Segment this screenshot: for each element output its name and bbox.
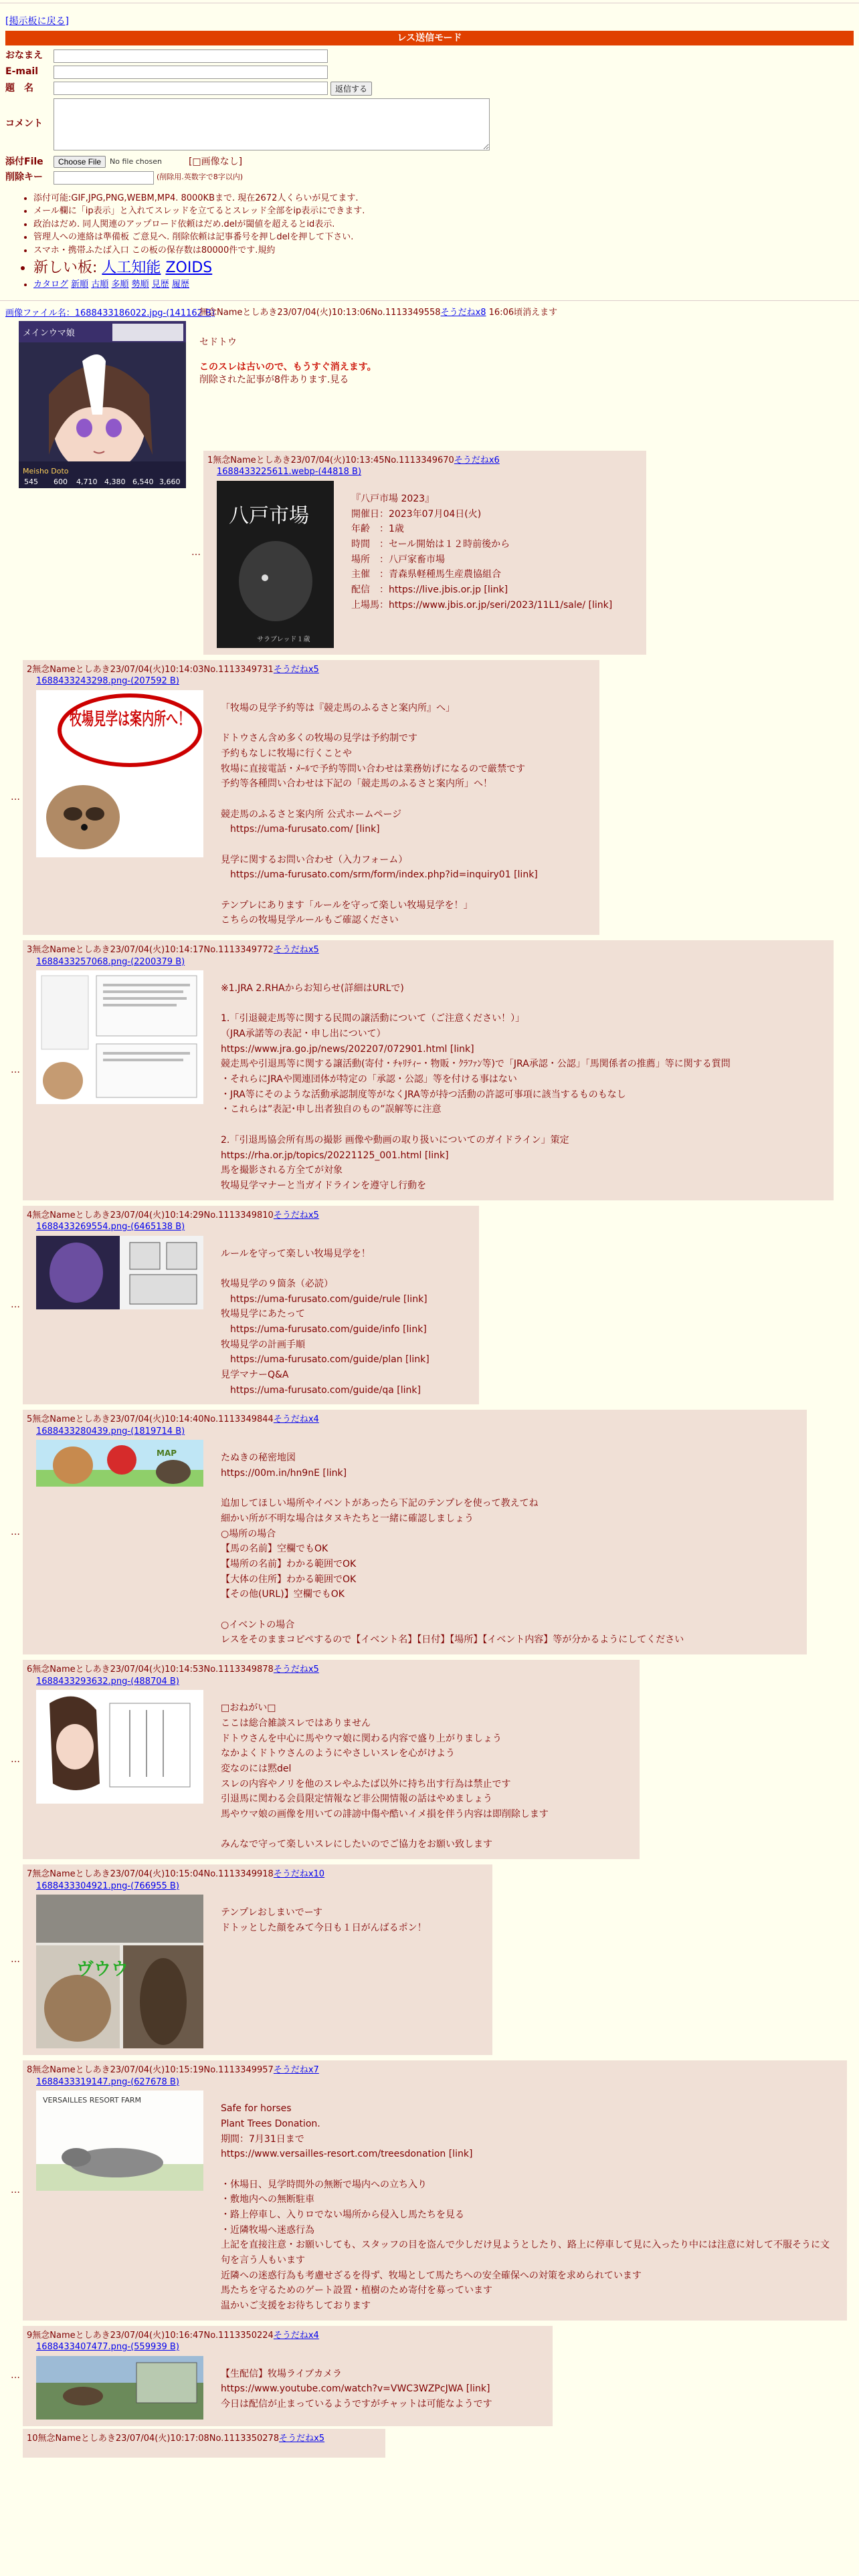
op-thumb-stat: 6,540 (132, 477, 154, 486)
name-label: おなまえ (5, 50, 43, 62)
delkey-note: (削除用.英数字で8字以内) (157, 173, 244, 182)
nav-old[interactable]: 古順 (91, 280, 109, 290)
expire-warning: このスレは古いので、もうすぐ消えます。 (199, 361, 377, 372)
reply-marker: … (191, 546, 201, 558)
reply-thumbnail[interactable] (36, 970, 203, 1104)
reply-post (5, 1864, 854, 2055)
comment-label: コメント (5, 118, 43, 130)
new-boards (33, 258, 854, 278)
nav-new[interactable]: 新順 (71, 280, 89, 290)
sodane-link[interactable]: そうだねx4 (273, 1414, 319, 1425)
thumb-brand: VERSAILLES RESORT FARM (43, 2096, 142, 2105)
email-label: E-mail (5, 66, 39, 78)
subject-label: 題 名 (5, 82, 33, 94)
op-thumb-name: Meisho Doto (23, 466, 69, 475)
op-thumbnail[interactable] (19, 321, 186, 488)
new-boards-prefix: 新しい板: (33, 259, 98, 276)
reply-marker: … (11, 1753, 20, 1765)
reply-file[interactable]: 1688433269554.png-(6465138 B) (36, 1222, 185, 1232)
reply-file[interactable]: 1688433225611.webp-(44818 B) (217, 467, 362, 477)
reply-text: たぬきの秘密地図 https://00m.in/hn9nE [link] 追加してほしい場所やイベントがあったら下記のテンプレを使って教えてね 細かい所が不明な場合はタヌキたちと一緒に確認しましょう ○場所の場合 【馬の名前】空欄でもOK 【場所の名前】わかる範囲でOK 【大体の住所】わかる範囲でOK 【その他(URL)】空欄でもOK ○イベントの場合 レスをそのままコピペするので【イベント名】【日付】【場所】【イベント内容】等が分かるようにしてください (221, 1453, 684, 1646)
divider (0, 300, 859, 301)
op-file-line[interactable]: 画像ファイル名：1688433186022.jpg-(141162 B) (5, 308, 215, 318)
reply-text: 【生配信】牧場ライブカメラ https://www.youtube.com/watch?v=VWC3WZPcJWA [link] 今日は配信が止まっているようですがチャットは可能なようです (221, 2368, 492, 2409)
board-notes (5, 193, 854, 291)
reply-thumbnail[interactable] (36, 1690, 203, 1804)
reply-header: 4無念Nameとしあき23/07/04(火)10:14:29No.1113349810そうだねx5 (27, 1210, 319, 1220)
nav-catalog[interactable]: カタログ (33, 280, 69, 290)
reply-file[interactable]: 1688433407477.png-(559939 B) (36, 2342, 179, 2353)
reply-text: 『八戸市場 2023』 開催日：2023年07月04日(火) 年齢 ：1歳 時間 ：セール開始は１２時前後から 場所 ：八戸家畜市場 主催 ：青森県軽種馬生産農協組合 配信 ：https://live.jbis.or.jp [link] 上場馬：https://www.jbis.or.jp/seri/2023/11L1/sale/ [link] (351, 493, 613, 611)
thumb-bubble: 牧場見学は案内所へ！ (70, 709, 244, 730)
reply-marker (5, 2429, 23, 2458)
deleted-note[interactable]: 削除された記事が8件あります.見る (199, 374, 349, 385)
op-thumb-stat: 4,710 (76, 477, 98, 486)
reply-text: ルールを守って楽しい牧場見学を！ 牧場見学の９箇条（必読） https://uma-furusato.com/guide/rule [link] 牧場見学にあたって https://uma-furusato.com/guide/info [link] 牧場見学の計画手順 https://uma-furusato.com/guide/plan [link] 見学マナーQ&A https://uma-furusato.com/guide/qa [link] (221, 1248, 430, 1396)
reply-header: 8無念Nameとしあき23/07/04(火)10:15:19No.1113349957そうだねx7 (27, 2065, 319, 2076)
nav-viewed[interactable]: 見歴 (151, 280, 169, 290)
reply-marker: … (11, 1064, 20, 1075)
op-thumb-stat: 600 (54, 477, 68, 486)
reply-file[interactable]: 1688433293632.png-(488704 B) (36, 1676, 179, 1687)
reply-header: 3無念Nameとしあき23/07/04(火)10:14:17No.1113349772そうだねx5 (27, 945, 319, 956)
reply-header: 6無念Nameとしあき23/07/04(火)10:14:53No.1113349878そうだねx5 (27, 1665, 319, 1675)
reply-text: □おねがい□ ここは総合雑談スレではありません ドトウさんを中心に馬やウマ娘に関わる内容で盛り上がりましょう なかよくドトウさんのようにやさしいスレを心がけよう 変なのには黙del スレの内容やノリを他のスレやふたば以外に持ち出す行為は禁止です 引退馬に関わる会員限定情報など非公開情報の話はやめましょう 馬やウマ娘の画像を用いての誹謗中傷や酷いイメ損を伴う内容は即削除します みんなで守って楽しいスレにしたいのでご協力をお願い致します (221, 1703, 549, 1850)
reply-header: 9無念Nameとしあき23/07/04(火)10:16:47No.1113350224そうだねx4 (27, 2330, 319, 2341)
reply-header: 1無念Nameとしあき23/07/04(火)10:13:45No.1113349670そうだねx6 (207, 455, 500, 465)
email-input[interactable] (54, 66, 328, 79)
reply-post (5, 1206, 854, 1405)
reply-header: 7無念Nameとしあき23/07/04(火)10:15:04No.1113349918そうだねx10 (27, 1868, 325, 1879)
reply-text: Safe for horses Plant Trees Donation. 期間：7月31日まで https://www.versailles-resort.com/treesdonation [link] ・休場日、見学時間外の無断で場内への立ち入り ・敷地内への無断駐車 ・路上停車し、入りロでない場所から侵入し馬たちを見る ・近隣牧場へ迷惑行為 上記を直接注意・お願いしても、スタッフの目を盗んで少しだけ見ようとしたり、路上に停車して見に入ったり中には注意に対して不服そうに文句を言う人もいます 近隣への迷惑行為も考慮せざるを得ず、牧場として馬たちへの安全確保への対策を求められています 馬たちを守るためのゲート設置・植樹のため寄付を募っています 温かいご支援をお待ちしております (221, 2103, 830, 2311)
reply-file[interactable]: 1688433257068.png-(2200379 B) (36, 956, 185, 967)
sodane-link[interactable]: そうだねx6 (454, 455, 500, 465)
reply-file[interactable]: 1688433280439.png-(1819714 B) (36, 1426, 185, 1436)
sodane-link[interactable]: そうだねx7 (273, 2065, 319, 2076)
thumb-sub: サラブレッド１歳 (257, 635, 310, 643)
reply-file[interactable]: 1688433319147.png-(627678 B) (36, 2076, 179, 2087)
op-thumb-stat: 4,380 (104, 477, 126, 486)
comment-textarea[interactable] (54, 98, 490, 150)
file-status: No file chosen (110, 156, 162, 166)
board-link-zoids[interactable]: ZOIDS (165, 259, 213, 276)
reply-post (5, 940, 854, 1200)
reply-post (5, 660, 854, 935)
reply-thumbnail[interactable] (36, 1236, 203, 1309)
reply-file[interactable]: 1688433243298.png-(207592 B) (36, 676, 179, 687)
op-thumb-label: メインウマ娘 (23, 328, 75, 338)
op-thumb-stat: 3,660 (159, 477, 181, 486)
sodane-link[interactable]: そうだねx5 (273, 945, 319, 956)
sodane-link[interactable]: そうだねx4 (273, 2330, 319, 2341)
reply-marker: … (11, 1526, 20, 1537)
reply-header: 2無念Nameとしあき23/07/04(火)10:14:03No.1113349731そうだねx5 (27, 664, 319, 675)
reply-thumbnail[interactable] (36, 1440, 203, 1487)
choose-file-button[interactable]: Choose File (54, 156, 106, 168)
sodane-link[interactable]: そうだねx5 (273, 664, 319, 675)
post-form (5, 49, 854, 185)
nav-many[interactable]: 多順 (111, 280, 129, 290)
op-body: セドトウ (199, 336, 237, 348)
reply-post (5, 2060, 854, 2321)
thumb-text: ヴウウ (76, 1959, 129, 1980)
note-item: • 政治はだめ. 同人関連のアップロード依頼はだめ.delが閾値を超えるとid表示. (33, 219, 854, 231)
sodane-link[interactable]: そうだねx8 (440, 308, 486, 318)
reply-post (5, 2429, 854, 2458)
reply-text: 「牧場の見学予約等は『競走馬のふるさと案内所』へ」 ドトウさん含め多くの牧場の見学は予約制です 予約もなしに牧場に行くことや 牧場に直接電話・ﾒｰﾙで予約等問い合わせは業務妨げになるので厳禁です 予約等各種問い合わせは下記の「競走馬のふるさと案内所」へ！ 競走馬のふるさと案内所 公式ホームページ https://uma-furusato.com/ [link] 見学に関するお問い合わせ（入力フォーム） https://uma-furusato.com/srm/form/index.php?id=inquiry01 [link] テンプレにあります「ルールを守って楽しい牧場見学を！」 こちらの牧場見学ルールもご確認ください (221, 702, 538, 926)
note-item: • メール欄に「ip表示」と入れてスレッドを立てるとスレッド全部をip表示にできます. (33, 205, 854, 217)
reply-text: ※1.JRA 2.RHAからお知らせ(詳細はURLで) 1.「引退競走馬等に関する民間の譲活動について（ご注意ください！）」 （JRA承諾等の表記・申し出について） https://www.jra.go.jp/news/202207/072901.html [link] 競走馬や引退馬等に関する譲活動(寄付・ﾁｬﾘﾃｨｰ・物販・ｸﾗﾌｧﾝ等)で「JRA承認・公認」「馬関係者の推薦」等に関する質問 ・それらにJRAや関連団体が特定の「承認・公認」等を付ける事はない ・JRA等にそのような活動承認制度等がなくJRA等が持つ活動の許認可事項に該当するものもなし ・これらは”表記･申し出者独自のもの”誤解等に注意 2.「引退馬協会所有馬の撮影 画像や動画の取り扱いについてのガイドライン」策定 https://rha.or.jp/topics/20221125_001.html [link] 馬を撮影される方全てが対象 牧場見学マナーと当ガイドラインを遵守し行動を (221, 983, 731, 1191)
sodane-link[interactable]: そうだねx5 (273, 1210, 319, 1220)
reply-thumbnail[interactable] (36, 1895, 203, 2048)
note-item: • 管理人への連絡は準備板 ご意見へ. 削除依頼は記事番号を押しdelを押して下さい. (33, 231, 854, 243)
sodane-link[interactable]: そうだねx10 (273, 1868, 325, 1879)
reply-header: 10無念Nameとしあき23/07/04(火)10:17:08No.1113350278そうだねx5 (27, 2433, 325, 2444)
delkey-label: 削除キー (5, 172, 43, 183)
file-label: 添付File (5, 156, 43, 167)
reply-thumbnail[interactable] (217, 481, 334, 648)
reply-post (5, 1410, 854, 1654)
reply-mode-bar: レス送信モード (5, 31, 854, 45)
reply-post (186, 451, 854, 655)
nav-history[interactable]: 履歴 (171, 280, 189, 290)
reply-marker: … (11, 791, 20, 802)
reply-marker: … (11, 2184, 20, 2195)
sodane-link[interactable]: そうだねx5 (279, 2433, 325, 2444)
submit-button[interactable]: 返信する (330, 82, 372, 96)
nav-momentum[interactable]: 勢順 (131, 280, 149, 290)
board-link-ai[interactable]: 人工知能 (102, 259, 161, 276)
textonly-checkbox[interactable]: [□画像なし] (188, 156, 243, 167)
back-to-board-link[interactable]: [掲示板に戻る] (5, 16, 69, 27)
note-item: • 添付可能:GIF,JPG,PNG,WEBM,MP4. 8000KBまで. 現在2672人くらいが見てます. (33, 193, 854, 205)
reply-thumbnail[interactable] (36, 2090, 203, 2191)
reply-text: テンプレおしまいでーす ドトッとした顔をみて今日も１日がんばるポン！ (221, 1907, 427, 1933)
note-item: • スマホ・携帯ふたば入口 この板の保存数は80000件です.規約 (33, 245, 854, 257)
reply-post (5, 1660, 854, 1859)
reply-marker: … (11, 1954, 20, 1965)
name-input[interactable] (54, 49, 328, 63)
op-thumb-stat: 545 (24, 477, 38, 486)
reply-header: 5無念Nameとしあき23/07/04(火)10:14:40No.1113349844そうだねx4 (27, 1414, 319, 1425)
thumb-sign: MAP (157, 1448, 177, 1459)
subject-input[interactable] (54, 82, 328, 95)
op-meta: 無念Nameとしあき23/07/04(火)10:13:06No.1113349558そうだねx8 16:06頃消えます (199, 308, 558, 318)
sodane-link[interactable]: そうだねx5 (273, 1665, 319, 1675)
reply-marker: … (11, 2370, 20, 2381)
delkey-input[interactable] (54, 171, 154, 185)
reply-marker: … (11, 1299, 20, 1310)
reply-post (5, 2326, 854, 2426)
reply-thumbnail[interactable] (36, 2356, 203, 2420)
reply-file[interactable]: 1688433304921.png-(766955 B) (36, 1881, 179, 1891)
nav-links (33, 279, 854, 291)
thumb-title: 八戸市場 (229, 504, 309, 528)
reply-thumbnail[interactable] (36, 690, 244, 857)
